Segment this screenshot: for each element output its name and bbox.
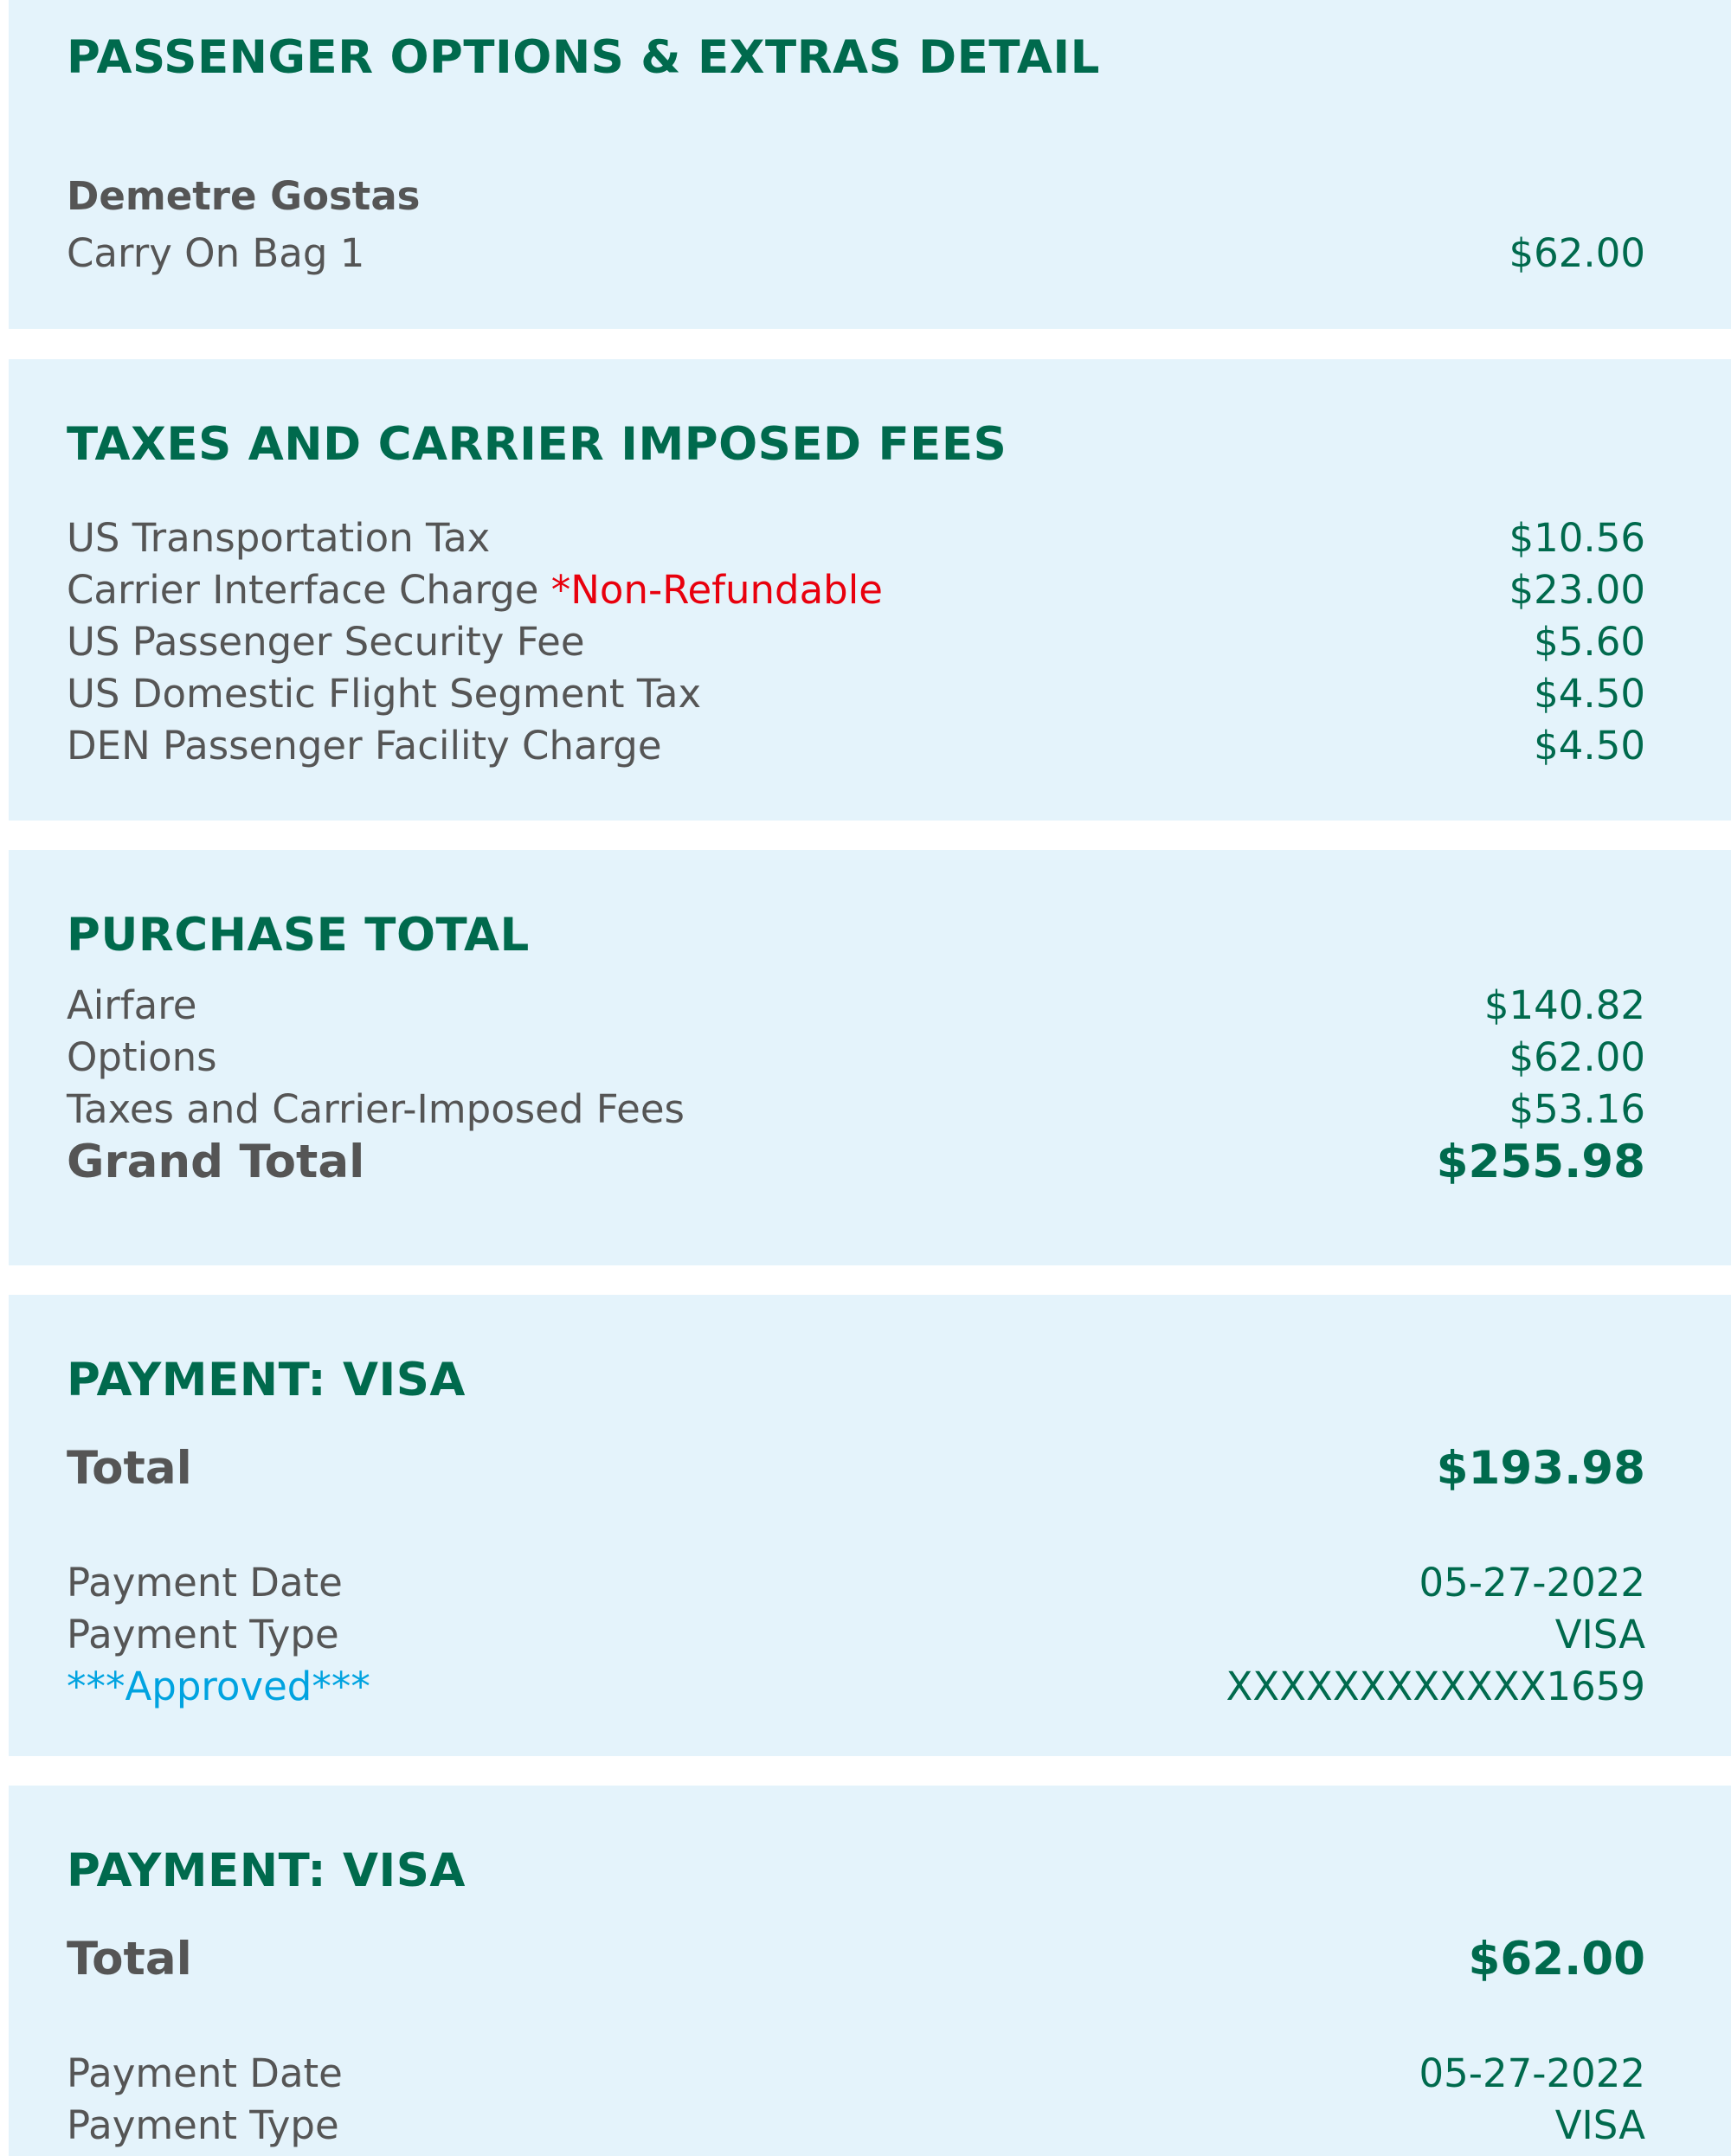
section-heading: PASSENGER OPTIONS & EXTRAS DETAIL: [67, 31, 1100, 84]
tax-amount: $10.56: [1509, 514, 1645, 561]
purchase-label: Options: [67, 1033, 217, 1080]
purchase-row: [67, 1031, 1645, 1083]
payment-date-row: [67, 2047, 1645, 2099]
option-amount: $62.00: [1509, 229, 1645, 276]
passenger-name-row: [67, 170, 1645, 222]
tax-amount: $5.60: [1534, 618, 1645, 665]
approved-status: ***Approved***: [67, 1663, 370, 1709]
tax-amount: $4.50: [1534, 670, 1645, 717]
payment-total-row: [67, 1442, 1645, 1494]
non-refundable-note: *Non-Refundable: [550, 566, 883, 613]
payment-date-value: 05-27-2022: [1419, 1559, 1645, 1606]
passenger-name: Demetre Gostas: [67, 172, 421, 219]
payment-total-amount: $62.00: [1468, 1932, 1645, 1985]
tax-label: US Domestic Flight Segment Tax: [67, 670, 702, 717]
tax-amount: $4.50: [1534, 722, 1645, 769]
grand-total-row: [67, 1136, 1645, 1187]
section-heading: PAYMENT: VISA: [67, 1354, 466, 1406]
payment-status-row: [67, 1660, 1645, 1712]
section-heading: TAXES AND CARRIER IMPOSED FEES: [67, 418, 1007, 471]
tax-row: [67, 667, 1645, 719]
tax-label-with-note: [67, 567, 883, 613]
payment-section: [9, 1295, 1731, 1756]
passenger-options-section: [9, 0, 1731, 329]
payment-date-value: 05-27-2022: [1419, 2050, 1645, 2096]
tax-row: [67, 563, 1645, 615]
section-heading: PAYMENT: VISA: [67, 1844, 466, 1897]
payment-type-value: VISA: [1554, 2101, 1645, 2148]
payment-type-value: VISA: [1554, 1611, 1645, 1657]
card-number: XXXXXXXXXXXX1659: [1226, 1663, 1645, 1709]
tax-amount: $23.00: [1509, 566, 1645, 613]
purchase-label: Airfare: [67, 981, 197, 1028]
tax-row: [67, 615, 1645, 667]
payment-total-row: [67, 1933, 1645, 1985]
section-heading: PURCHASE TOTAL: [67, 909, 530, 962]
taxes-section: [9, 359, 1731, 821]
tax-row: [67, 719, 1645, 771]
grand-total-amount: $255.98: [1436, 1135, 1645, 1188]
option-row: [67, 227, 1645, 279]
payment-total-amount: $193.98: [1436, 1441, 1645, 1495]
payment-type-row: [67, 2099, 1645, 2151]
purchase-amount: $62.00: [1509, 1033, 1645, 1080]
payment-date-label: Payment Date: [67, 2050, 343, 2096]
tax-row: [67, 512, 1645, 563]
tax-label: Carrier Interface Charge: [67, 566, 539, 613]
purchase-total-section: [9, 850, 1731, 1265]
option-label: Carry On Bag 1: [67, 229, 365, 276]
purchase-label: Taxes and Carrier-Imposed Fees: [67, 1085, 685, 1132]
payment-section: [9, 1786, 1731, 2156]
payment-date-label: Payment Date: [67, 1559, 343, 1606]
purchase-amount: $140.82: [1483, 981, 1645, 1028]
payment-total-label: Total: [67, 1932, 192, 1985]
grand-total-label: Grand Total: [67, 1135, 365, 1188]
tax-label: US Passenger Security Fee: [67, 618, 585, 665]
payment-type-label: Payment Type: [67, 1611, 339, 1657]
payment-date-row: [67, 1556, 1645, 1608]
tax-label: DEN Passenger Facility Charge: [67, 722, 662, 769]
payment-type-row: [67, 1608, 1645, 1660]
payment-type-label: Payment Type: [67, 2101, 339, 2148]
purchase-row: [67, 979, 1645, 1031]
payment-total-label: Total: [67, 1441, 192, 1495]
purchase-row: [67, 1083, 1645, 1135]
tax-label: US Transportation Tax: [67, 514, 491, 561]
purchase-amount: $53.16: [1509, 1085, 1645, 1132]
